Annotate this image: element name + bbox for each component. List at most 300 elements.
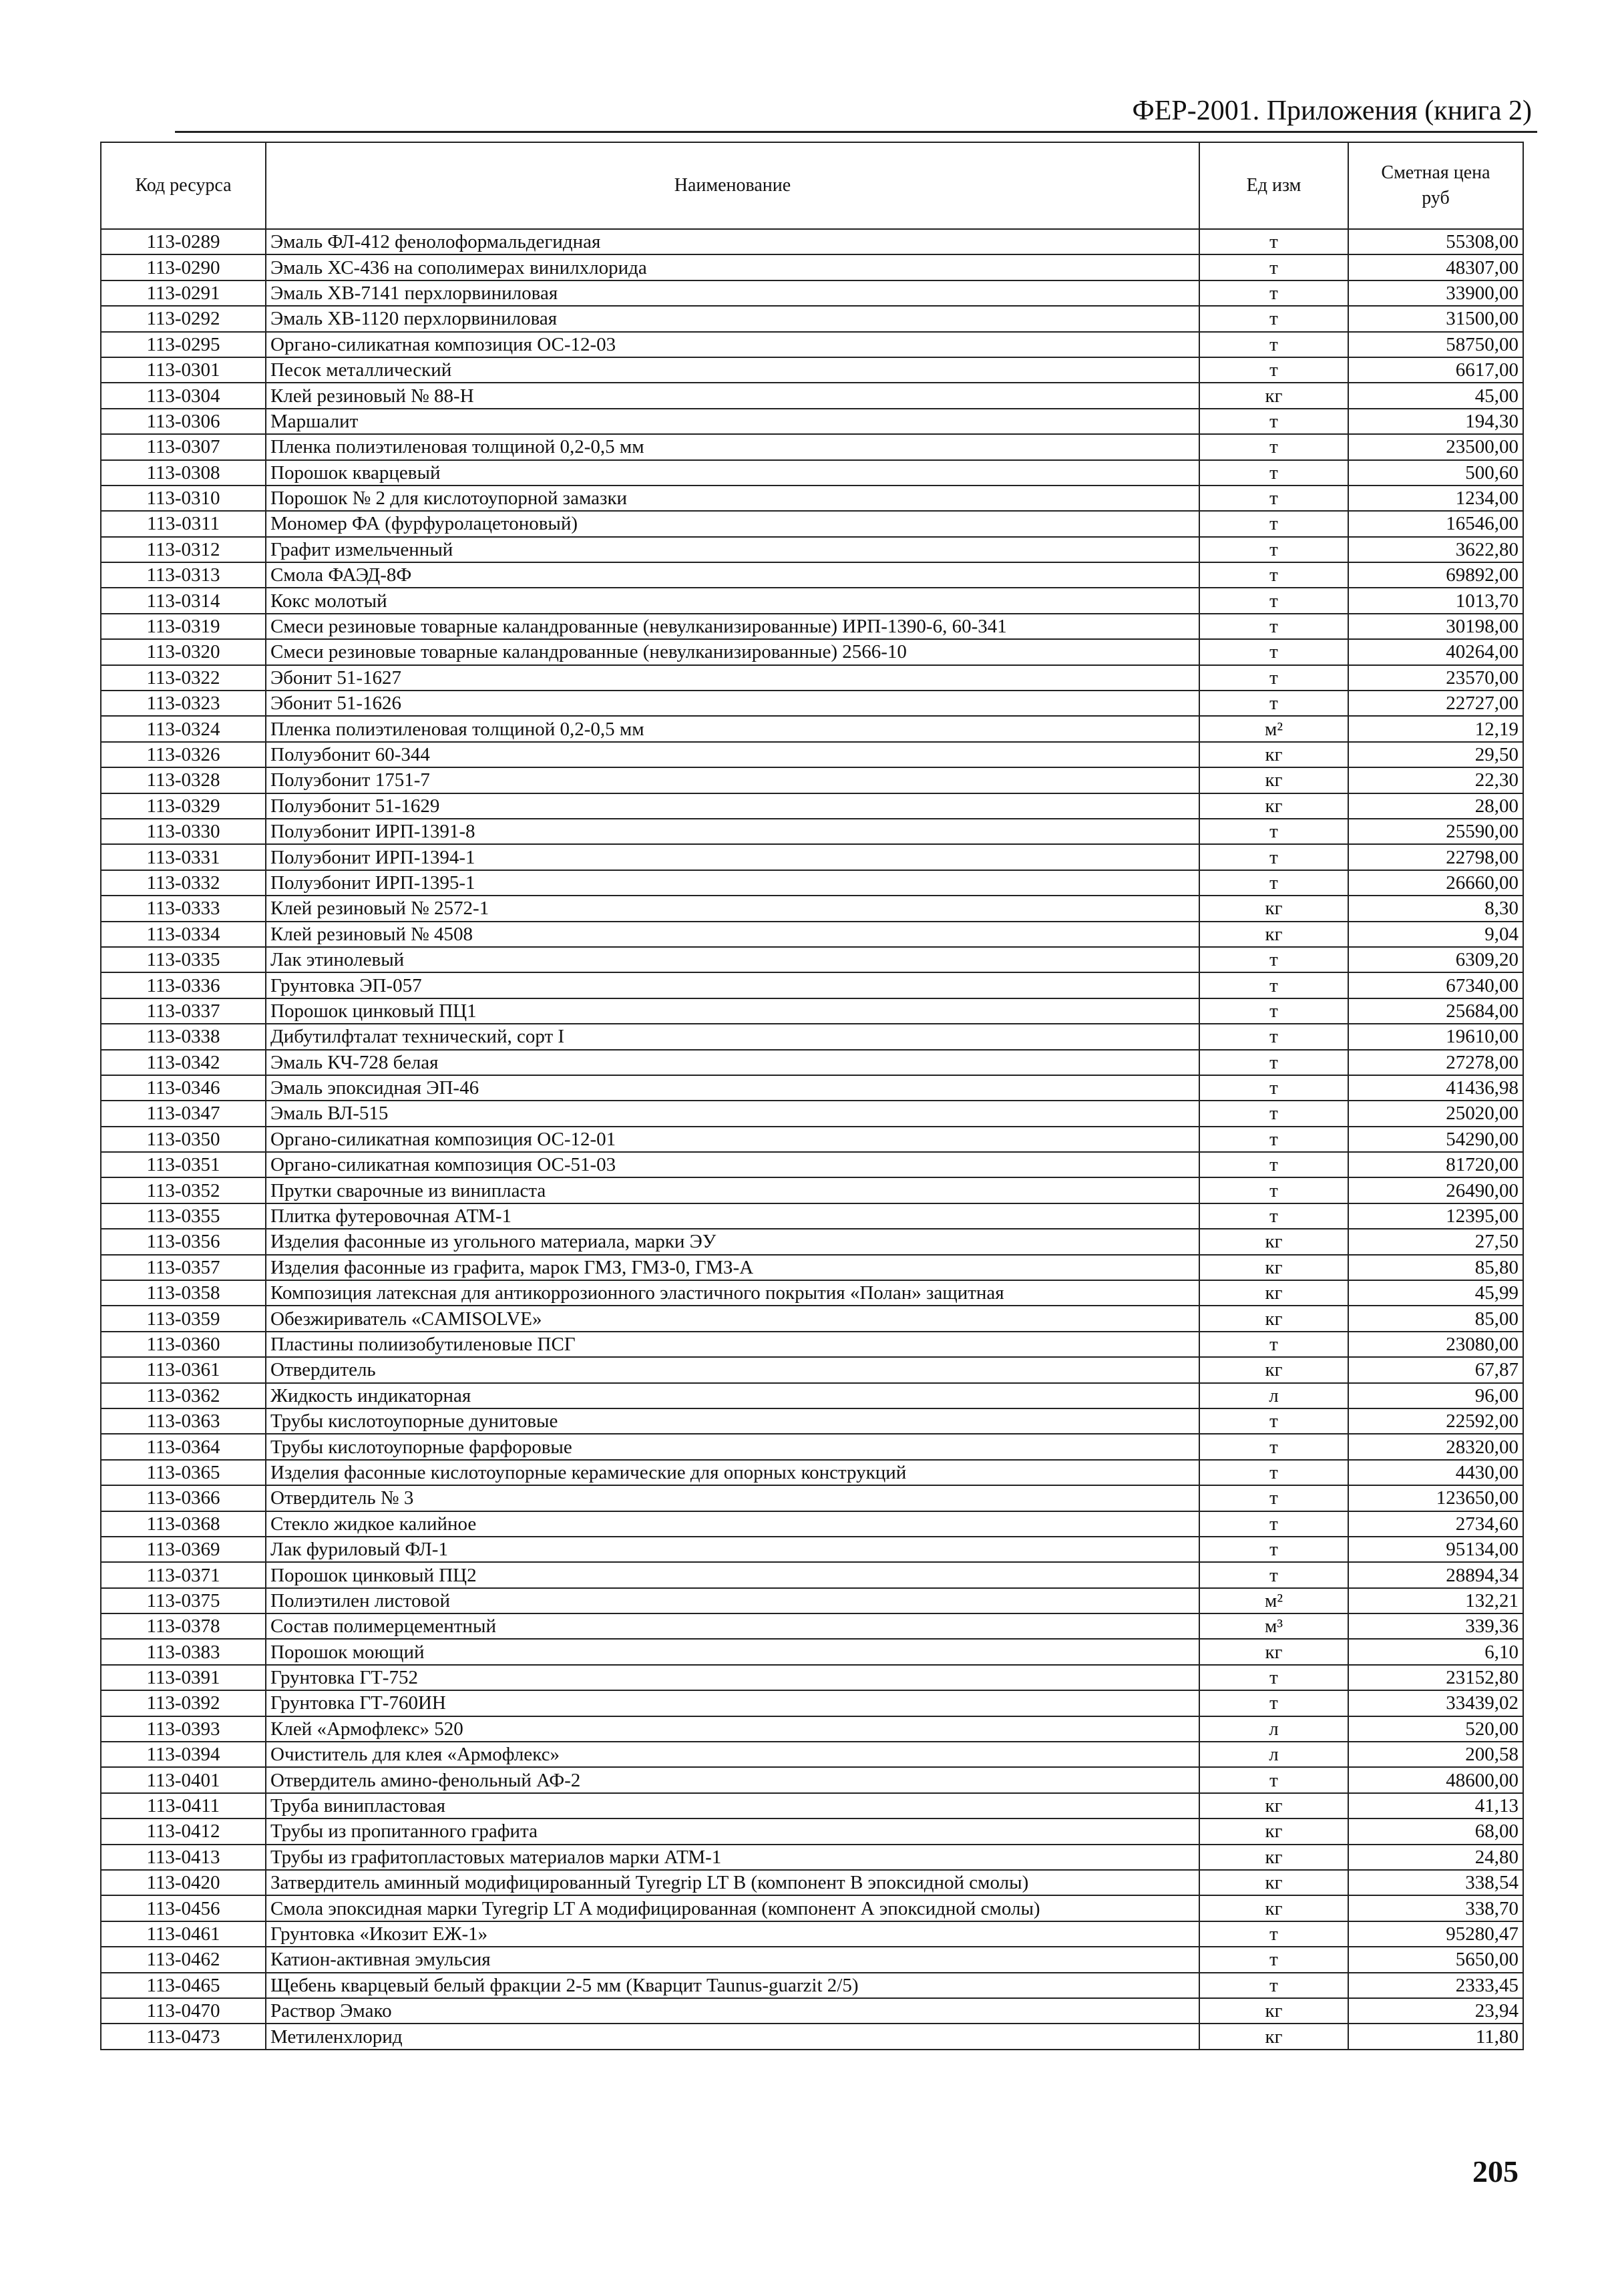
cell-code: 113-0328: [101, 767, 266, 793]
cell-price: 19610,00: [1348, 1024, 1523, 1049]
cell-unit: т: [1199, 1434, 1348, 1459]
cell-unit: м²: [1199, 1588, 1348, 1613]
cell-price: 54290,00: [1348, 1127, 1523, 1152]
cell-unit: л: [1199, 1716, 1348, 1742]
cell-price: 26490,00: [1348, 1177, 1523, 1203]
resource-price-table: [100, 142, 1524, 2050]
cell-name: Метиленхлорид: [266, 2024, 1199, 2049]
cell-unit: т: [1199, 1562, 1348, 1587]
cell-price: 1234,00: [1348, 486, 1523, 511]
table-row: [101, 1998, 1523, 2024]
cell-name: Полиэтилен листовой: [266, 1588, 1199, 1613]
cell-price: 31500,00: [1348, 306, 1523, 331]
cell-code: 113-0301: [101, 357, 266, 383]
table-row: [101, 1332, 1523, 1357]
cell-name: Раствор Эмако: [266, 1998, 1199, 2024]
cell-code: 113-0368: [101, 1511, 266, 1537]
cell-name: Пленка полиэтиленовая толщиной 0,2-0,5 мм: [266, 434, 1199, 459]
cell-unit: кг: [1199, 767, 1348, 793]
cell-unit: л: [1199, 1742, 1348, 1767]
table-row: [101, 1511, 1523, 1537]
cell-price: 22592,00: [1348, 1408, 1523, 1434]
table-row: [101, 1357, 1523, 1382]
cell-name: Затвердитель аминный модифицированный Tyregrip LT B (компонент В эпоксидной смолы): [266, 1870, 1199, 1895]
cell-price: 12395,00: [1348, 1203, 1523, 1229]
cell-unit: кг: [1199, 896, 1348, 921]
cell-code: 113-0470: [101, 1998, 266, 2024]
cell-code: 113-0383: [101, 1639, 266, 1664]
cell-name: Смола эпоксидная марки Tyregrip LT A модифицированная (компонент А эпоксидной смолы): [266, 1895, 1199, 1921]
cell-name: Эмаль ВЛ-515: [266, 1101, 1199, 1126]
cell-unit: т: [1199, 972, 1348, 998]
cell-price: 339,36: [1348, 1613, 1523, 1639]
table-row: [101, 614, 1523, 639]
table-row: [101, 922, 1523, 947]
page-number: 205: [1472, 2154, 1519, 2188]
cell-unit: т: [1199, 1127, 1348, 1152]
cell-code: 113-0330: [101, 819, 266, 844]
cell-name: Песок металлический: [266, 357, 1199, 383]
cell-name: Органо-силикатная композиция ОС-12-01: [266, 1127, 1199, 1152]
cell-price: 22,30: [1348, 767, 1523, 793]
cell-name: Эбонит 51-1627: [266, 665, 1199, 691]
cell-code: 113-0465: [101, 1973, 266, 1998]
table-row: [101, 1024, 1523, 1049]
cell-unit: т: [1199, 614, 1348, 639]
cell-code: 113-0323: [101, 691, 266, 716]
cell-price: 28320,00: [1348, 1434, 1523, 1459]
cell-unit: т: [1199, 409, 1348, 434]
cell-unit: кг: [1199, 1639, 1348, 1664]
cell-name: Дибутилфталат технический, сорт I: [266, 1024, 1199, 1049]
table-row: [101, 1921, 1523, 1947]
cell-code: 113-0290: [101, 254, 266, 280]
cell-code: 113-0304: [101, 383, 266, 408]
cell-unit: кг: [1199, 1306, 1348, 1331]
cell-unit: т: [1199, 460, 1348, 486]
cell-price: 3622,80: [1348, 537, 1523, 562]
cell-unit: кг: [1199, 1870, 1348, 1895]
table-row: [101, 1639, 1523, 1664]
table-row: [101, 2024, 1523, 2049]
cell-code: 113-0359: [101, 1306, 266, 1331]
table-row: [101, 409, 1523, 434]
cell-price: 41,13: [1348, 1793, 1523, 1819]
cell-name: Жидкость индикаторная: [266, 1383, 1199, 1408]
cell-name: Лак этинолевый: [266, 947, 1199, 972]
table-row: [101, 793, 1523, 819]
cell-name: Труба винипластовая: [266, 1793, 1199, 1819]
cell-name: Очиститель для клея «Армофлекс»: [266, 1742, 1199, 1767]
cell-code: 113-0391: [101, 1665, 266, 1690]
cell-unit: м³: [1199, 1613, 1348, 1639]
cell-code: 113-0473: [101, 2024, 266, 2049]
cell-name: Изделия фасонные из графита, марок ГМЗ, ГМЗ-0, ГМЗ-А: [266, 1255, 1199, 1280]
cell-code: 113-0326: [101, 742, 266, 767]
cell-code: 113-0411: [101, 1793, 266, 1819]
table-row: [101, 1177, 1523, 1203]
cell-unit: т: [1199, 588, 1348, 613]
cell-code: 113-0375: [101, 1588, 266, 1613]
cell-name: Смеси резиновые товарные каландрованные (невулканизированные) ИРП-1390-6, 60-341: [266, 614, 1199, 639]
table-row: [101, 844, 1523, 870]
cell-name: Лак фуриловый ФЛ-1: [266, 1537, 1199, 1562]
column-header-name: Наименование: [266, 142, 1199, 229]
table-row: [101, 588, 1523, 613]
cell-code: 113-0322: [101, 665, 266, 691]
table-row: [101, 1434, 1523, 1459]
cell-unit: т: [1199, 357, 1348, 383]
cell-code: 113-0336: [101, 972, 266, 998]
cell-code: 113-0333: [101, 896, 266, 921]
column-header-price: [1348, 142, 1523, 229]
cell-name: Порошок кварцевый: [266, 460, 1199, 486]
cell-name: Смола ФАЭД-8Ф: [266, 562, 1199, 588]
cell-code: 113-0332: [101, 870, 266, 896]
cell-name: Полуэбонит 60-344: [266, 742, 1199, 767]
cell-code: 113-0358: [101, 1280, 266, 1306]
table-row: [101, 1203, 1523, 1229]
cell-code: 113-0347: [101, 1101, 266, 1126]
cell-code: 113-0369: [101, 1537, 266, 1562]
cell-price: 85,00: [1348, 1306, 1523, 1331]
cell-name: Эбонит 51-1626: [266, 691, 1199, 716]
cell-name: Изделия фасонные кислотоупорные керамические для опорных конструкций: [266, 1460, 1199, 1485]
cell-code: 113-0392: [101, 1690, 266, 1716]
cell-code: 113-0350: [101, 1127, 266, 1152]
cell-unit: кг: [1199, 1895, 1348, 1921]
cell-name: Графит измельченный: [266, 537, 1199, 562]
cell-name: Состав полимерцементный: [266, 1613, 1199, 1639]
cell-unit: кг: [1199, 1819, 1348, 1844]
cell-name: Грунтовка ГТ-752: [266, 1665, 1199, 1690]
cell-code: 113-0319: [101, 614, 266, 639]
cell-price: 25020,00: [1348, 1101, 1523, 1126]
column-header-price-label: Сметная цена руб: [1381, 162, 1490, 208]
cell-unit: т: [1199, 870, 1348, 896]
cell-code: 113-0306: [101, 409, 266, 434]
cell-name: Обезжириватель «CAMISOLVE»: [266, 1306, 1199, 1331]
cell-code: 113-0461: [101, 1921, 266, 1947]
cell-code: 113-0335: [101, 947, 266, 972]
table-row: [101, 1255, 1523, 1280]
cell-price: 69892,00: [1348, 562, 1523, 588]
cell-unit: т: [1199, 486, 1348, 511]
cell-price: 27278,00: [1348, 1050, 1523, 1075]
cell-code: 113-0342: [101, 1050, 266, 1075]
cell-code: 113-0352: [101, 1177, 266, 1203]
table-row: [101, 972, 1523, 998]
cell-price: 96,00: [1348, 1383, 1523, 1408]
cell-code: 113-0363: [101, 1408, 266, 1434]
cell-price: 58750,00: [1348, 332, 1523, 357]
cell-unit: т: [1199, 511, 1348, 536]
cell-unit: т: [1199, 1050, 1348, 1075]
cell-code: 113-0357: [101, 1255, 266, 1280]
cell-name: Эмаль КЧ-728 белая: [266, 1050, 1199, 1075]
cell-name: Грунтовка ЭП-057: [266, 972, 1199, 998]
cell-name: Щебень кварцевый белый фракции 2-5 мм (Кварцит Taunus-guarzit 2/5): [266, 1973, 1199, 1998]
cell-name: Клей резиновый № 2572-1: [266, 896, 1199, 921]
table-row: [101, 1075, 1523, 1101]
cell-unit: т: [1199, 1690, 1348, 1716]
cell-price: 67340,00: [1348, 972, 1523, 998]
cell-code: 113-0311: [101, 511, 266, 536]
cell-unit: т: [1199, 1203, 1348, 1229]
cell-price: 11,80: [1348, 2024, 1523, 2049]
cell-price: 85,80: [1348, 1255, 1523, 1280]
table-row: [101, 716, 1523, 741]
cell-code: 113-0312: [101, 537, 266, 562]
cell-code: 113-0337: [101, 998, 266, 1024]
table-row: [101, 819, 1523, 844]
table-row: [101, 1050, 1523, 1075]
table-row: [101, 1870, 1523, 1895]
cell-price: 40264,00: [1348, 639, 1523, 664]
cell-name: Клей резиновый № 4508: [266, 922, 1199, 947]
cell-price: 5650,00: [1348, 1947, 1523, 1972]
cell-price: 67,87: [1348, 1357, 1523, 1382]
cell-price: 6617,00: [1348, 357, 1523, 383]
cell-code: 113-0356: [101, 1229, 266, 1254]
cell-unit: т: [1199, 562, 1348, 588]
cell-code: 113-0308: [101, 460, 266, 486]
cell-name: Порошок цинковый ПЦ2: [266, 1562, 1199, 1587]
cell-unit: т: [1199, 1101, 1348, 1126]
cell-price: 45,00: [1348, 383, 1523, 408]
cell-price: 2333,45: [1348, 1973, 1523, 1998]
cell-unit: т: [1199, 229, 1348, 254]
cell-code: 113-0371: [101, 1562, 266, 1587]
cell-name: Трубы из пропитанного графита: [266, 1819, 1199, 1844]
cell-price: 23500,00: [1348, 434, 1523, 459]
cell-price: 29,50: [1348, 742, 1523, 767]
cell-price: 194,30: [1348, 409, 1523, 434]
cell-code: 113-0413: [101, 1845, 266, 1870]
table-row: [101, 1819, 1523, 1844]
cell-code: 113-0331: [101, 844, 266, 870]
cell-unit: м²: [1199, 716, 1348, 741]
table-body: [101, 229, 1523, 2050]
cell-unit: т: [1199, 1408, 1348, 1434]
table-row: [101, 1101, 1523, 1126]
cell-name: Клей «Армофлекс» 520: [266, 1716, 1199, 1742]
cell-code: 113-0314: [101, 588, 266, 613]
table-row: [101, 1973, 1523, 1998]
cell-price: 48307,00: [1348, 254, 1523, 280]
cell-name: Отвердитель № 3: [266, 1485, 1199, 1511]
cell-unit: т: [1199, 1152, 1348, 1177]
cell-unit: т: [1199, 665, 1348, 691]
table-row: [101, 460, 1523, 486]
cell-unit: т: [1199, 639, 1348, 664]
cell-name: Изделия фасонные из угольного материала, марки ЭУ: [266, 1229, 1199, 1254]
cell-price: 16546,00: [1348, 511, 1523, 536]
cell-name: Эмаль ХВ-1120 перхлорвиниловая: [266, 306, 1199, 331]
cell-price: 23152,80: [1348, 1665, 1523, 1690]
table-row: [101, 665, 1523, 691]
table-row: [101, 1665, 1523, 1690]
cell-unit: т: [1199, 844, 1348, 870]
cell-price: 8,30: [1348, 896, 1523, 921]
table-row: [101, 434, 1523, 459]
cell-name: Мономер ФА (фурфуролацетоновый): [266, 511, 1199, 536]
cell-price: 6309,20: [1348, 947, 1523, 972]
table-row: [101, 1588, 1523, 1613]
table-row: [101, 1280, 1523, 1306]
cell-code: 113-0320: [101, 639, 266, 664]
cell-price: 1013,70: [1348, 588, 1523, 613]
cell-unit: т: [1199, 819, 1348, 844]
cell-code: 113-0366: [101, 1485, 266, 1511]
table-row: [101, 1408, 1523, 1434]
cell-price: 41436,98: [1348, 1075, 1523, 1101]
cell-price: 23080,00: [1348, 1332, 1523, 1357]
cell-price: 132,21: [1348, 1588, 1523, 1613]
cell-unit: кг: [1199, 1229, 1348, 1254]
cell-unit: т: [1199, 280, 1348, 306]
cell-price: 4430,00: [1348, 1460, 1523, 1485]
cell-unit: т: [1199, 1075, 1348, 1101]
cell-code: 113-0310: [101, 486, 266, 511]
cell-unit: кг: [1199, 2024, 1348, 2049]
cell-unit: кг: [1199, 1357, 1348, 1382]
table-row: [101, 1562, 1523, 1587]
cell-unit: кг: [1199, 922, 1348, 947]
table-row: [101, 1613, 1523, 1639]
cell-code: 113-0378: [101, 1613, 266, 1639]
table-row: [101, 1690, 1523, 1716]
cell-code: 113-0289: [101, 229, 266, 254]
cell-price: 28894,34: [1348, 1562, 1523, 1587]
cell-price: 30198,00: [1348, 614, 1523, 639]
page-header: [175, 93, 1537, 133]
cell-unit: т: [1199, 998, 1348, 1024]
cell-code: 113-0364: [101, 1434, 266, 1459]
cell-price: 24,80: [1348, 1845, 1523, 1870]
cell-code: 113-0393: [101, 1716, 266, 1742]
cell-unit: т: [1199, 1177, 1348, 1203]
cell-unit: т: [1199, 1921, 1348, 1947]
cell-name: Катион-активная эмульсия: [266, 1947, 1199, 1972]
table-row: [101, 1460, 1523, 1485]
cell-price: 48600,00: [1348, 1767, 1523, 1792]
cell-unit: т: [1199, 1973, 1348, 1998]
cell-price: 23,94: [1348, 1998, 1523, 2024]
cell-code: 113-0329: [101, 793, 266, 819]
cell-price: 25590,00: [1348, 819, 1523, 844]
table-row: [101, 332, 1523, 357]
cell-code: 113-0361: [101, 1357, 266, 1382]
cell-unit: т: [1199, 1024, 1348, 1049]
cell-unit: кг: [1199, 793, 1348, 819]
cell-code: 113-0365: [101, 1460, 266, 1485]
cell-unit: т: [1199, 691, 1348, 716]
cell-unit: кг: [1199, 1280, 1348, 1306]
cell-code: 113-0394: [101, 1742, 266, 1767]
column-header-unit: Ед изм: [1199, 142, 1348, 229]
document-title: ФЕР-2001. Приложения (книга 2): [1132, 95, 1532, 126]
cell-unit: т: [1199, 1767, 1348, 1792]
table-row: [101, 1306, 1523, 1331]
cell-code: 113-0346: [101, 1075, 266, 1101]
cell-price: 28,00: [1348, 793, 1523, 819]
cell-price: 123650,00: [1348, 1485, 1523, 1511]
cell-name: Отвердитель амино-фенольный АФ-2: [266, 1767, 1199, 1792]
table-row: [101, 254, 1523, 280]
cell-code: 113-0295: [101, 332, 266, 357]
cell-name: Маршалит: [266, 409, 1199, 434]
cell-code: 113-0291: [101, 280, 266, 306]
table-row: [101, 1383, 1523, 1408]
cell-name: Смеси резиновые товарные каландрованные (невулканизированные) 2566-10: [266, 639, 1199, 664]
cell-name: Порошок цинковый ПЦ1: [266, 998, 1199, 1024]
cell-unit: т: [1199, 1460, 1348, 1485]
table-row: [101, 1947, 1523, 1972]
cell-name: Пленка полиэтиленовая толщиной 0,2-0,5 мм: [266, 716, 1199, 741]
cell-code: 113-0334: [101, 922, 266, 947]
table-row: [101, 947, 1523, 972]
cell-price: 2734,60: [1348, 1511, 1523, 1537]
cell-unit: т: [1199, 1485, 1348, 1511]
cell-name: Полуэбонит ИРП-1394-1: [266, 844, 1199, 870]
cell-name: Трубы кислотоупорные фарфоровые: [266, 1434, 1199, 1459]
table-row: [101, 562, 1523, 588]
table-row: [101, 1895, 1523, 1921]
cell-name: Плитка футеровочная АТМ-1: [266, 1203, 1199, 1229]
cell-price: 25684,00: [1348, 998, 1523, 1024]
cell-name: Эмаль ХВ-7141 перхлорвиниловая: [266, 280, 1199, 306]
cell-name: Пластины полиизобутиленовые ПСГ: [266, 1332, 1199, 1357]
table-row: [101, 1716, 1523, 1742]
cell-price: 338,70: [1348, 1895, 1523, 1921]
column-header-code: Код ресурса: [101, 142, 266, 229]
cell-name: Порошок моющий: [266, 1639, 1199, 1664]
cell-code: 113-0338: [101, 1024, 266, 1049]
cell-unit: л: [1199, 1383, 1348, 1408]
cell-price: 22798,00: [1348, 844, 1523, 870]
table-row: [101, 511, 1523, 536]
cell-unit: т: [1199, 1665, 1348, 1690]
table-row: [101, 742, 1523, 767]
cell-unit: кг: [1199, 1793, 1348, 1819]
table-row: [101, 691, 1523, 716]
table-row: [101, 486, 1523, 511]
cell-price: 23570,00: [1348, 665, 1523, 691]
cell-unit: т: [1199, 537, 1348, 562]
cell-name: Стекло жидкое калийное: [266, 1511, 1199, 1537]
cell-unit: кг: [1199, 742, 1348, 767]
cell-price: 6,10: [1348, 1639, 1523, 1664]
cell-name: Органо-силикатная композиция ОС-51-03: [266, 1152, 1199, 1177]
cell-price: 200,58: [1348, 1742, 1523, 1767]
cell-price: 33439,02: [1348, 1690, 1523, 1716]
table-row: [101, 537, 1523, 562]
cell-code: 113-0412: [101, 1819, 266, 1844]
cell-name: Прутки сварочные из винипласта: [266, 1177, 1199, 1203]
cell-price: 27,50: [1348, 1229, 1523, 1254]
cell-name: Эмаль эпоксидная ЭП-46: [266, 1075, 1199, 1101]
cell-name: Эмаль ХС-436 на сополимерах винилхлорида: [266, 254, 1199, 280]
cell-unit: кг: [1199, 1845, 1348, 1870]
cell-code: 113-0420: [101, 1870, 266, 1895]
cell-code: 113-0307: [101, 434, 266, 459]
cell-code: 113-0355: [101, 1203, 266, 1229]
table-row: [101, 767, 1523, 793]
cell-price: 500,60: [1348, 460, 1523, 486]
table-row: [101, 1229, 1523, 1254]
cell-code: 113-0324: [101, 716, 266, 741]
